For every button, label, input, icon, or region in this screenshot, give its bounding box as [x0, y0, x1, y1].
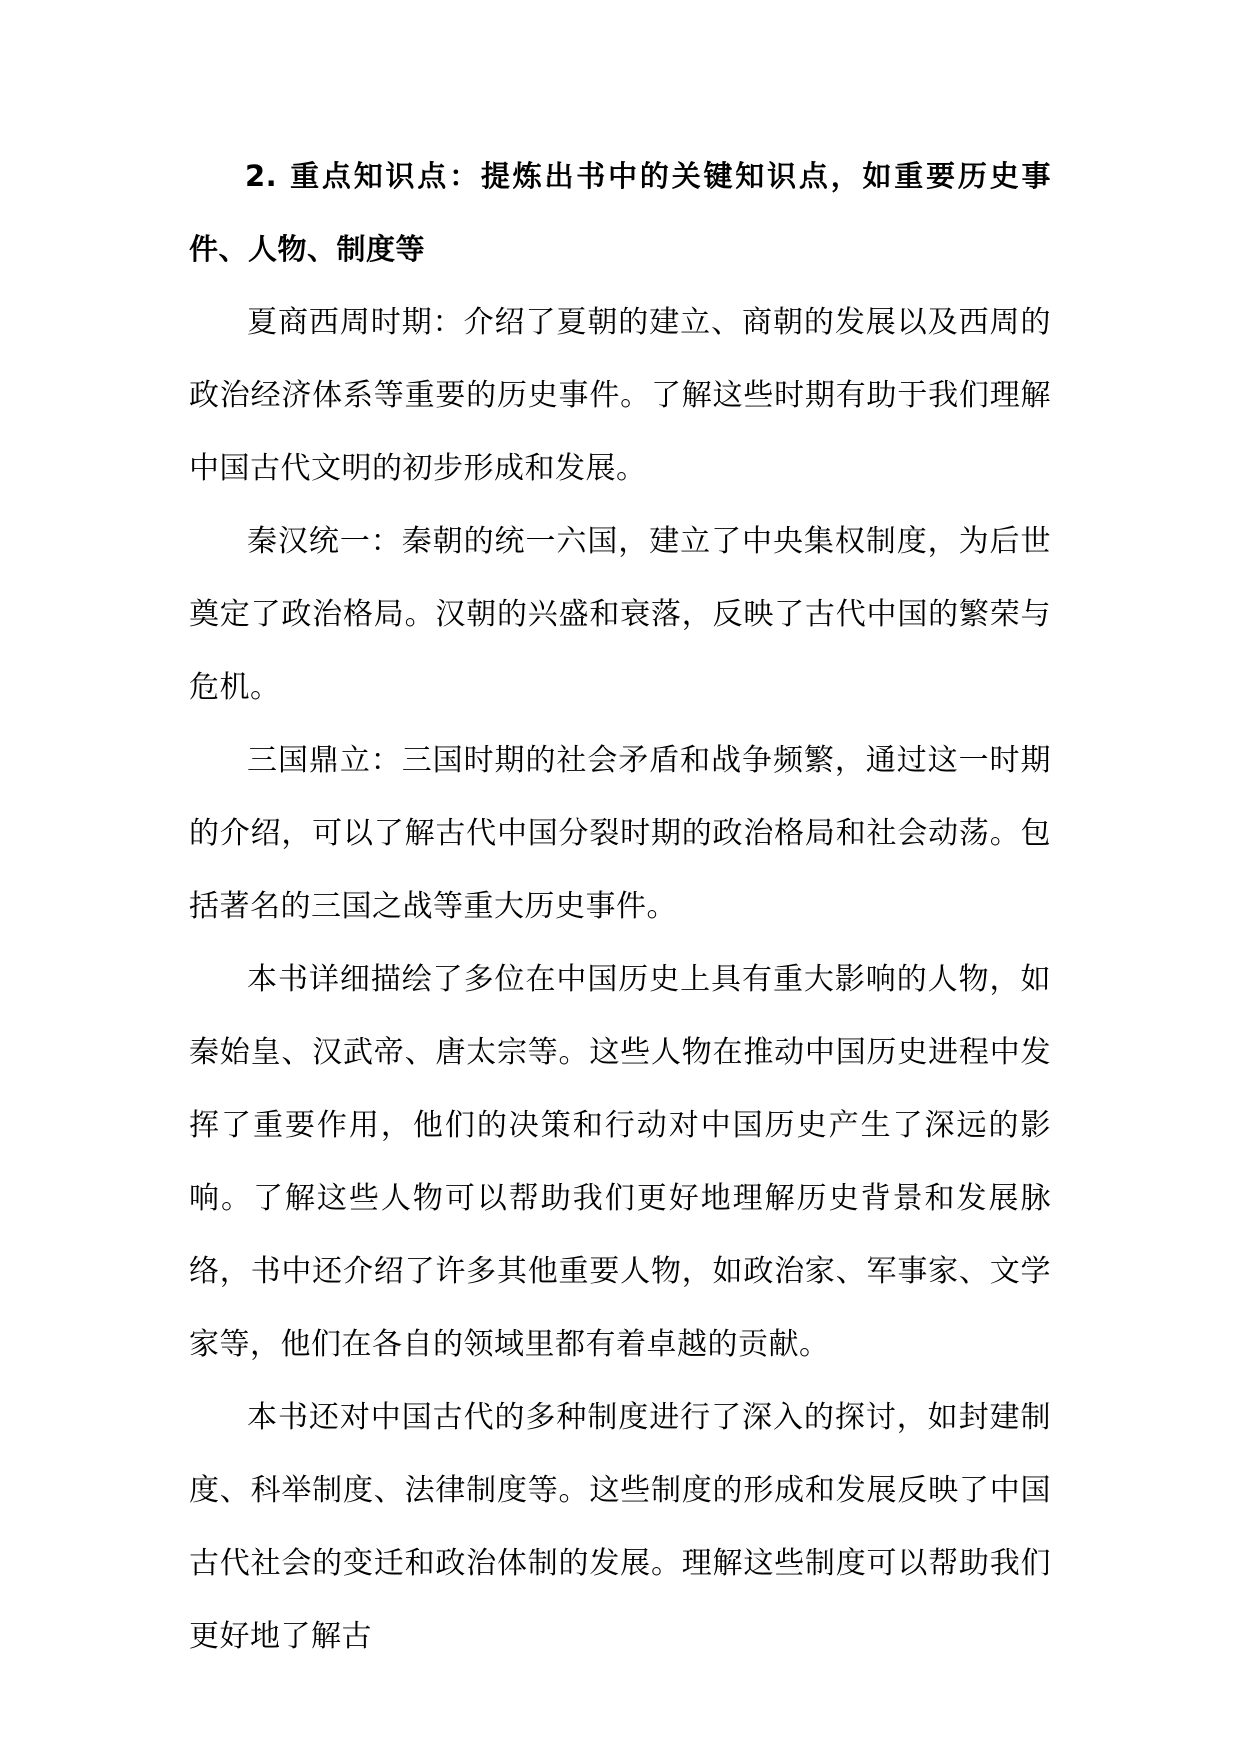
paragraph-historical-figures: 本书详细描绘了多位在中国历史上具有重大影响的人物，如秦始皇、汉武帝、唐太宗等。这些人物在推动中国历史进程中发挥了重要作用，他们的决策和行动对中国历史产生了深远的影响。了解这些人物可以帮助我们更好地理解历史背景和发展脉络，书中还介绍了许多其他重要人物，如政治家、军事家、文学家等，他们在各自的领域里都有着卓越的贡献。	[189, 962, 1051, 1362]
paragraph-xia-shang-zhou: 夏商西周时期：介绍了夏朝的建立、商朝的发展以及西周的政治经济体系等重要的历史事件。了解这些时期有助于我们理解中国古代文明的初步形成和发展。	[189, 305, 1051, 486]
section-heading: 2. 重点知识点：提炼出书中的关键知识点，如重要历史事件、人物、制度等	[189, 159, 1051, 266]
paragraph-institutions: 本书还对中国古代的多种制度进行了深入的探讨，如封建制度、科举制度、法律制度等。这些制度的形成和发展反映了中国古代社会的变迁和政治体制的发展。理解这些制度可以帮助我们更好地了解古	[189, 1400, 1051, 1654]
document-body	[189, 140, 1051, 1673]
paragraph-qin-han: 秦汉统一：秦朝的统一六国，建立了中央集权制度，为后世奠定了政治格局。汉朝的兴盛和衰落，反映了古代中国的繁荣与危机。	[189, 524, 1051, 705]
paragraph-three-kingdoms: 三国鼎立：三国时期的社会矛盾和战争频繁，通过这一时期的介绍，可以了解古代中国分裂时期的政治格局和社会动荡。包括著名的三国之战等重大历史事件。	[189, 743, 1051, 924]
